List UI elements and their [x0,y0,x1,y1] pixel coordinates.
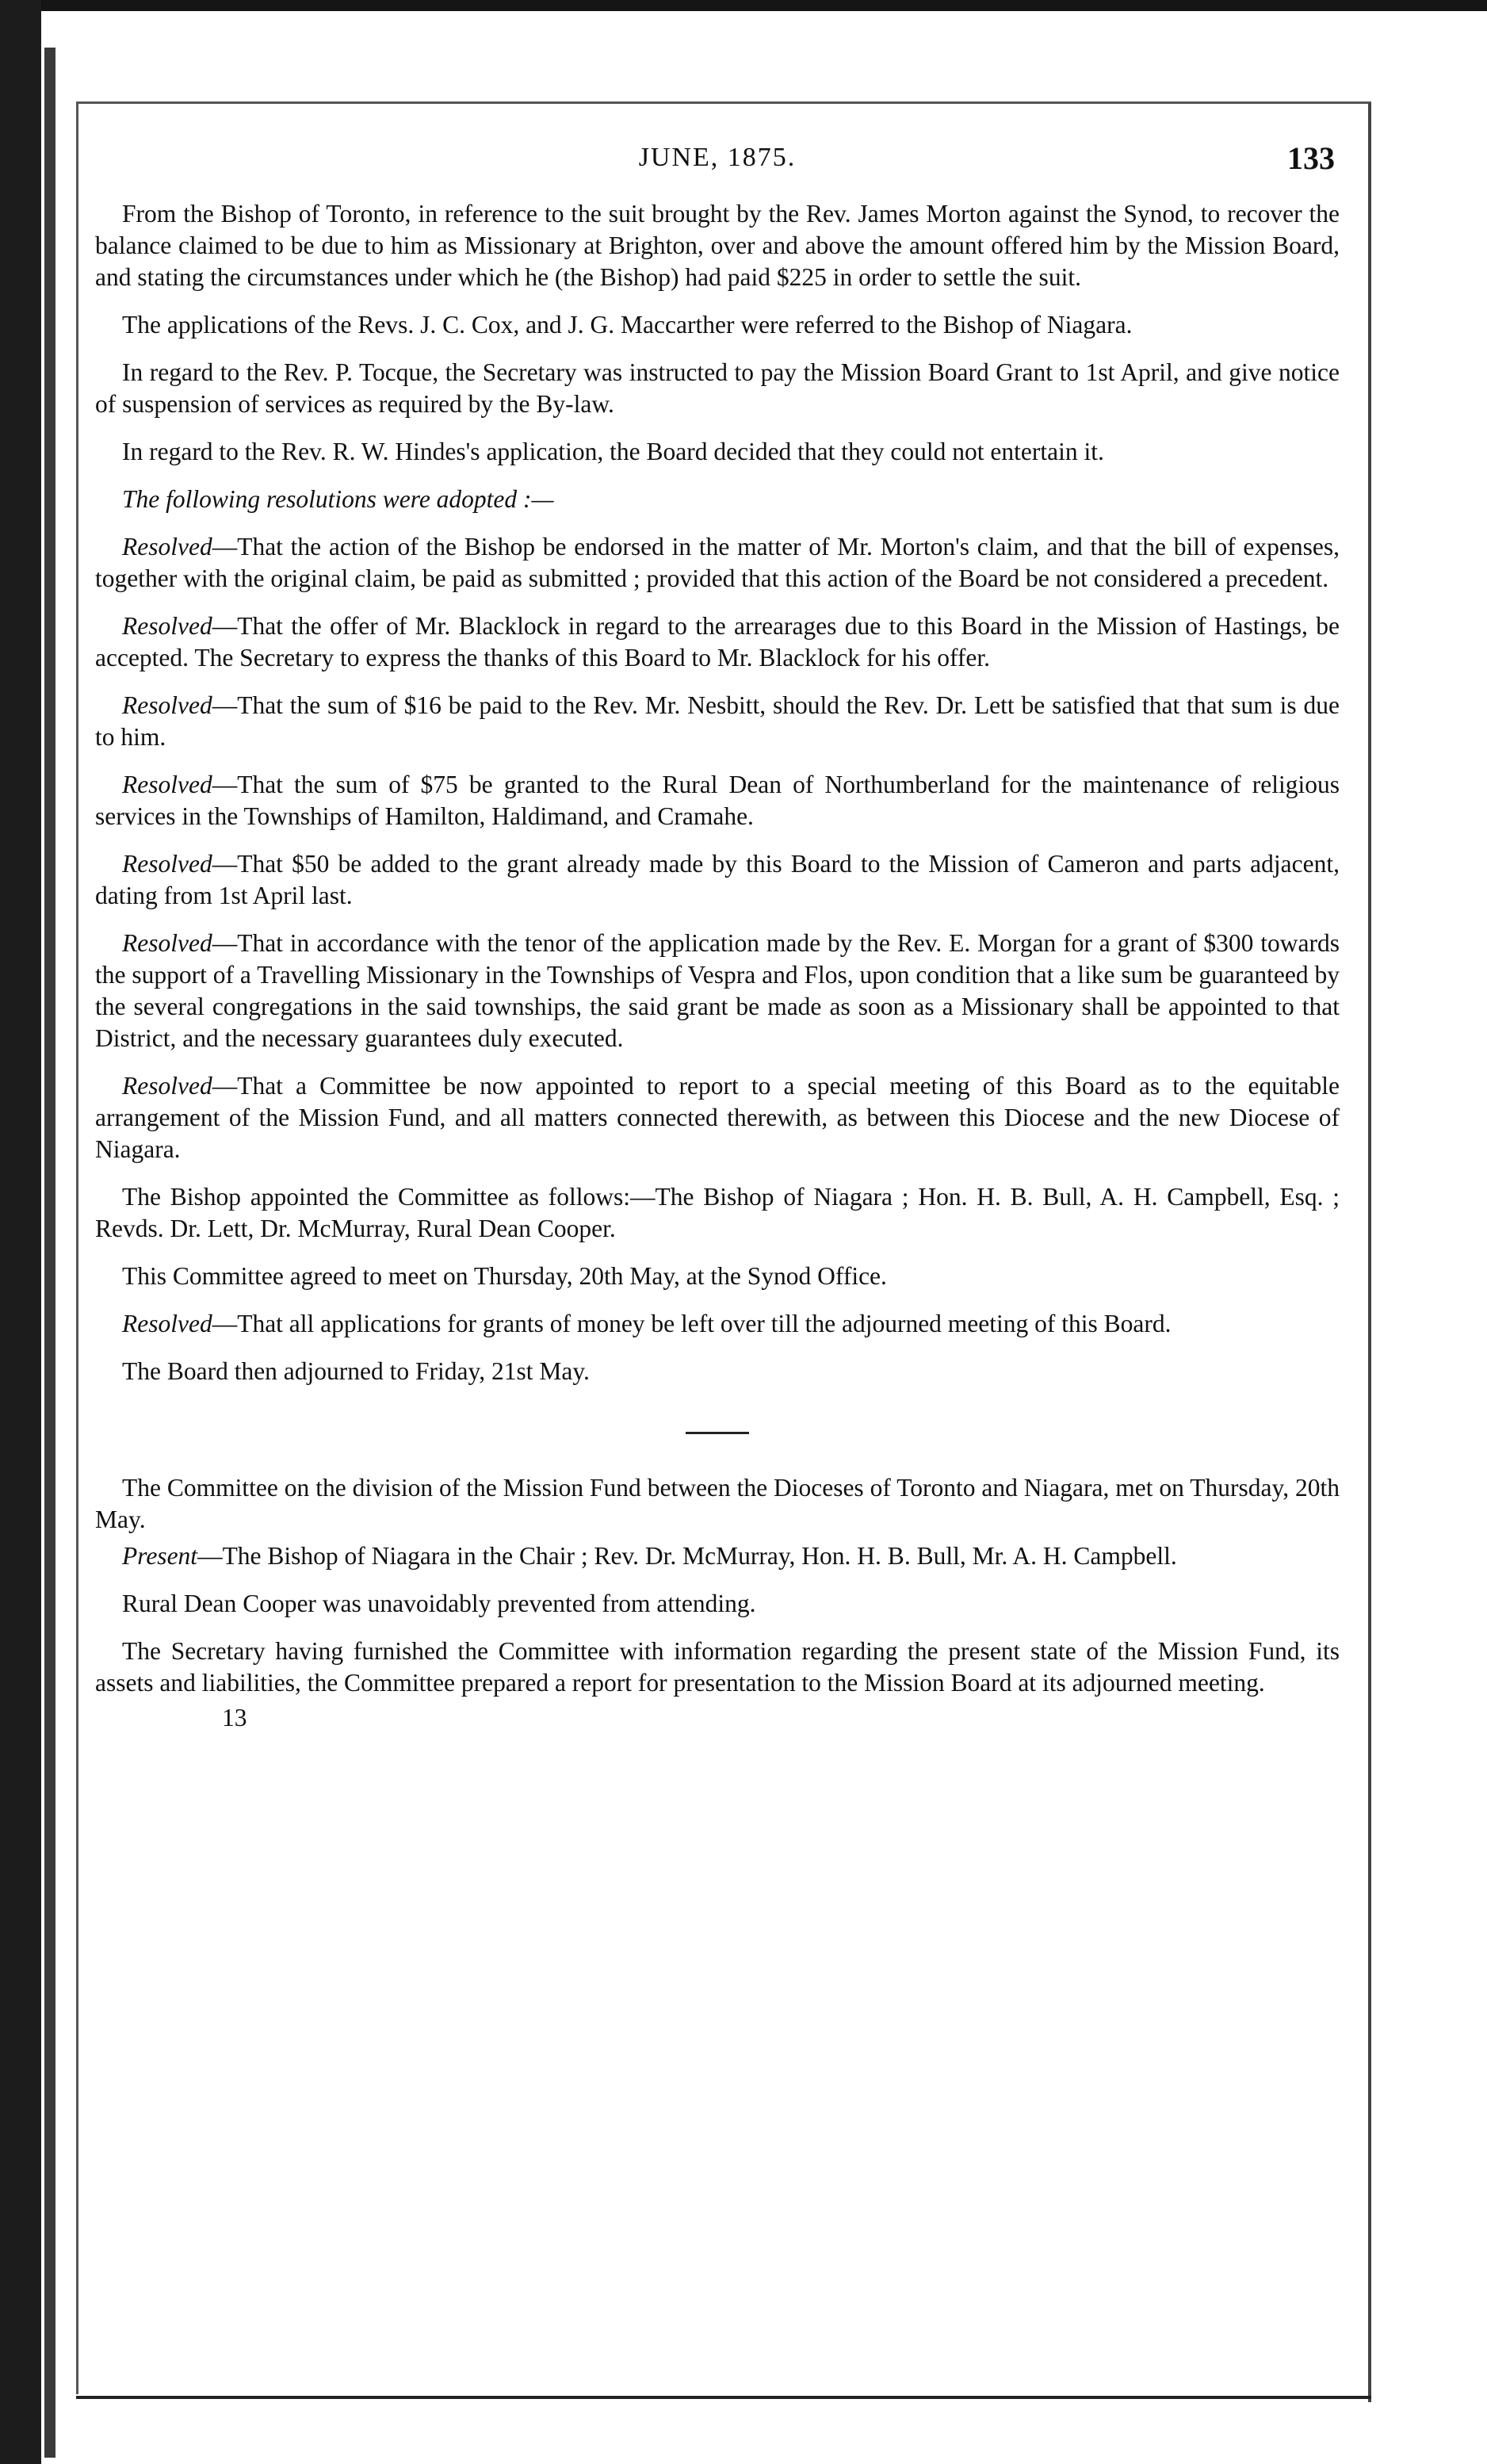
top-border-rule [0,0,1487,11]
section-divider [686,1432,749,1434]
resolution: Resolved—That $50 be added to the grant already made by this Board to the Mission of Cameron and parts adjacent, dating from 1st April last. [95,850,1340,909]
page-frame-left [76,103,78,2394]
paragraph: The Bishop appointed the Committee as follows:—The Bishop of Niagara ; Hon. H. B. Bull, A. H. Campbell, Esq. ; Revds. Dr. Lett, Dr. McMurray, Rural Dean Cooper. [95,1183,1340,1242]
paragraph: From the Bishop of Toronto, in reference to the suit brought by the Rev. James Morton against the Synod, to recover the balance claimed to be due to him as Missionary at Brighton, over and above the amount offered him by the Mission Board, and stating the circumstances under which he (the Bishop) had paid $225 in order to settle the suit. [95,200,1340,291]
running-head: JUNE, 1875. [638,143,797,172]
paragraph: The Committee on the division of the Mission Fund between the Dioceses of Toronto and Niagara, met on Thursday, 20th May. [95,1474,1340,1533]
resolved-label: Resolved [122,771,212,798]
paragraph: Present—The Bishop of Niagara in the Chair ; Rev. Dr. McMurray, Hon. H. B. Bull, Mr. A. H. Campbell. [122,1542,1177,1570]
page-frame-top [76,101,1371,104]
paragraph: The Secretary having furnished the Committee with information regarding the present state of the Mission Fund, its assets and liabilities, the Committee prepared a report for presentation to the Mission Board at its adjourned meeting. [95,1637,1340,1697]
scan-binding-edge [0,0,41,2464]
resolved-label: Resolved [122,1072,212,1100]
document-page [95,135,1340,1732]
resolved-label: Resolved [122,612,212,640]
resolution: Resolved—That the action of the Bishop be endorsed in the matter of Mr. Morton's claim, and that the bill of expenses, together with the original claim, be paid as submitted ; provided that this action of the Board be not considered a precedent. [95,533,1340,592]
resolution: Resolved—That the sum of $75 be granted to the Rural Dean of Northumberland for the maintenance of religious services in the Townships of Hamilton, Haldimand, and Cramahe. [95,771,1340,830]
paragraph: In regard to the Rev. R. W. Hindes's application, the Board decided that they could not entertain it. [122,438,1104,465]
resolved-label: Resolved [122,533,212,561]
resolved-label: Resolved [122,850,212,878]
paragraph: In regard to the Rev. P. Tocque, the Secretary was instructed to pay the Mission Board Grant to 1st April, and give notice of suspension of services as required by the By-law. [95,358,1340,418]
bottom-border-rule [76,2396,1371,2399]
resolution: Resolved—That all applications for grants of money be left over till the adjourned meeting of this Board. [122,1310,1172,1337]
paragraph: Rural Dean Cooper was unavoidably prevented from attending. [122,1590,756,1617]
page-frame-right [1368,103,1371,2402]
resolved-label: Resolved [122,691,212,719]
resolution: Resolved—That a Committee be now appointed to report to a special meeting of this Board as to the equitable arrangement of the Mission Fund, and all matters connected therewith, as between this Diocese and the new Diocese of Niagara. [95,1072,1340,1163]
paragraph: This Committee agreed to meet on Thursday, 20th May, at the Synod Office. [122,1262,887,1290]
signature-mark: 13 [222,1704,247,1731]
resolution: Resolved—That the offer of Mr. Blacklock in regard to the arrearages due to this Board in the Mission of Hastings, be accepted. The Secretary to express the thanks of this Board to Mr. Blacklock for his offer. [95,612,1340,671]
present-label: Present [122,1542,198,1570]
resolved-label: Resolved [122,1310,212,1337]
page-header [95,135,1340,198]
paragraph: The Board then adjourned to Friday, 21st May. [122,1357,590,1385]
page-number: 133 [1287,140,1335,176]
resolution: Resolved—That in accordance with the tenor of the application made by the Rev. E. Morgan for a grant of $300 towards the support of a Travelling Missionary in the Townships of Vespra and Flos, upon condition that a like sum be guaranteed by the several congregations in the said townships, the said grant be made as soon as a Missionary shall be appointed to that District, and the necessary guarantees duly executed. [95,929,1340,1052]
minutes-section [95,198,1340,1387]
paragraph: The following resolutions were adopted :— [122,485,554,513]
scan-binding-shadow [44,48,55,2458]
resolved-label: Resolved [122,929,212,957]
paragraph: The applications of the Revs. J. C. Cox, and J. G. Maccarther were referred to the Bishop of Niagara. [122,311,1133,339]
resolution: Resolved—That the sum of $16 be paid to the Rev. Mr. Nesbitt, should the Rev. Dr. Lett be satisfied that that sum is due to him. [95,691,1340,751]
committee-section [95,1472,1340,1699]
